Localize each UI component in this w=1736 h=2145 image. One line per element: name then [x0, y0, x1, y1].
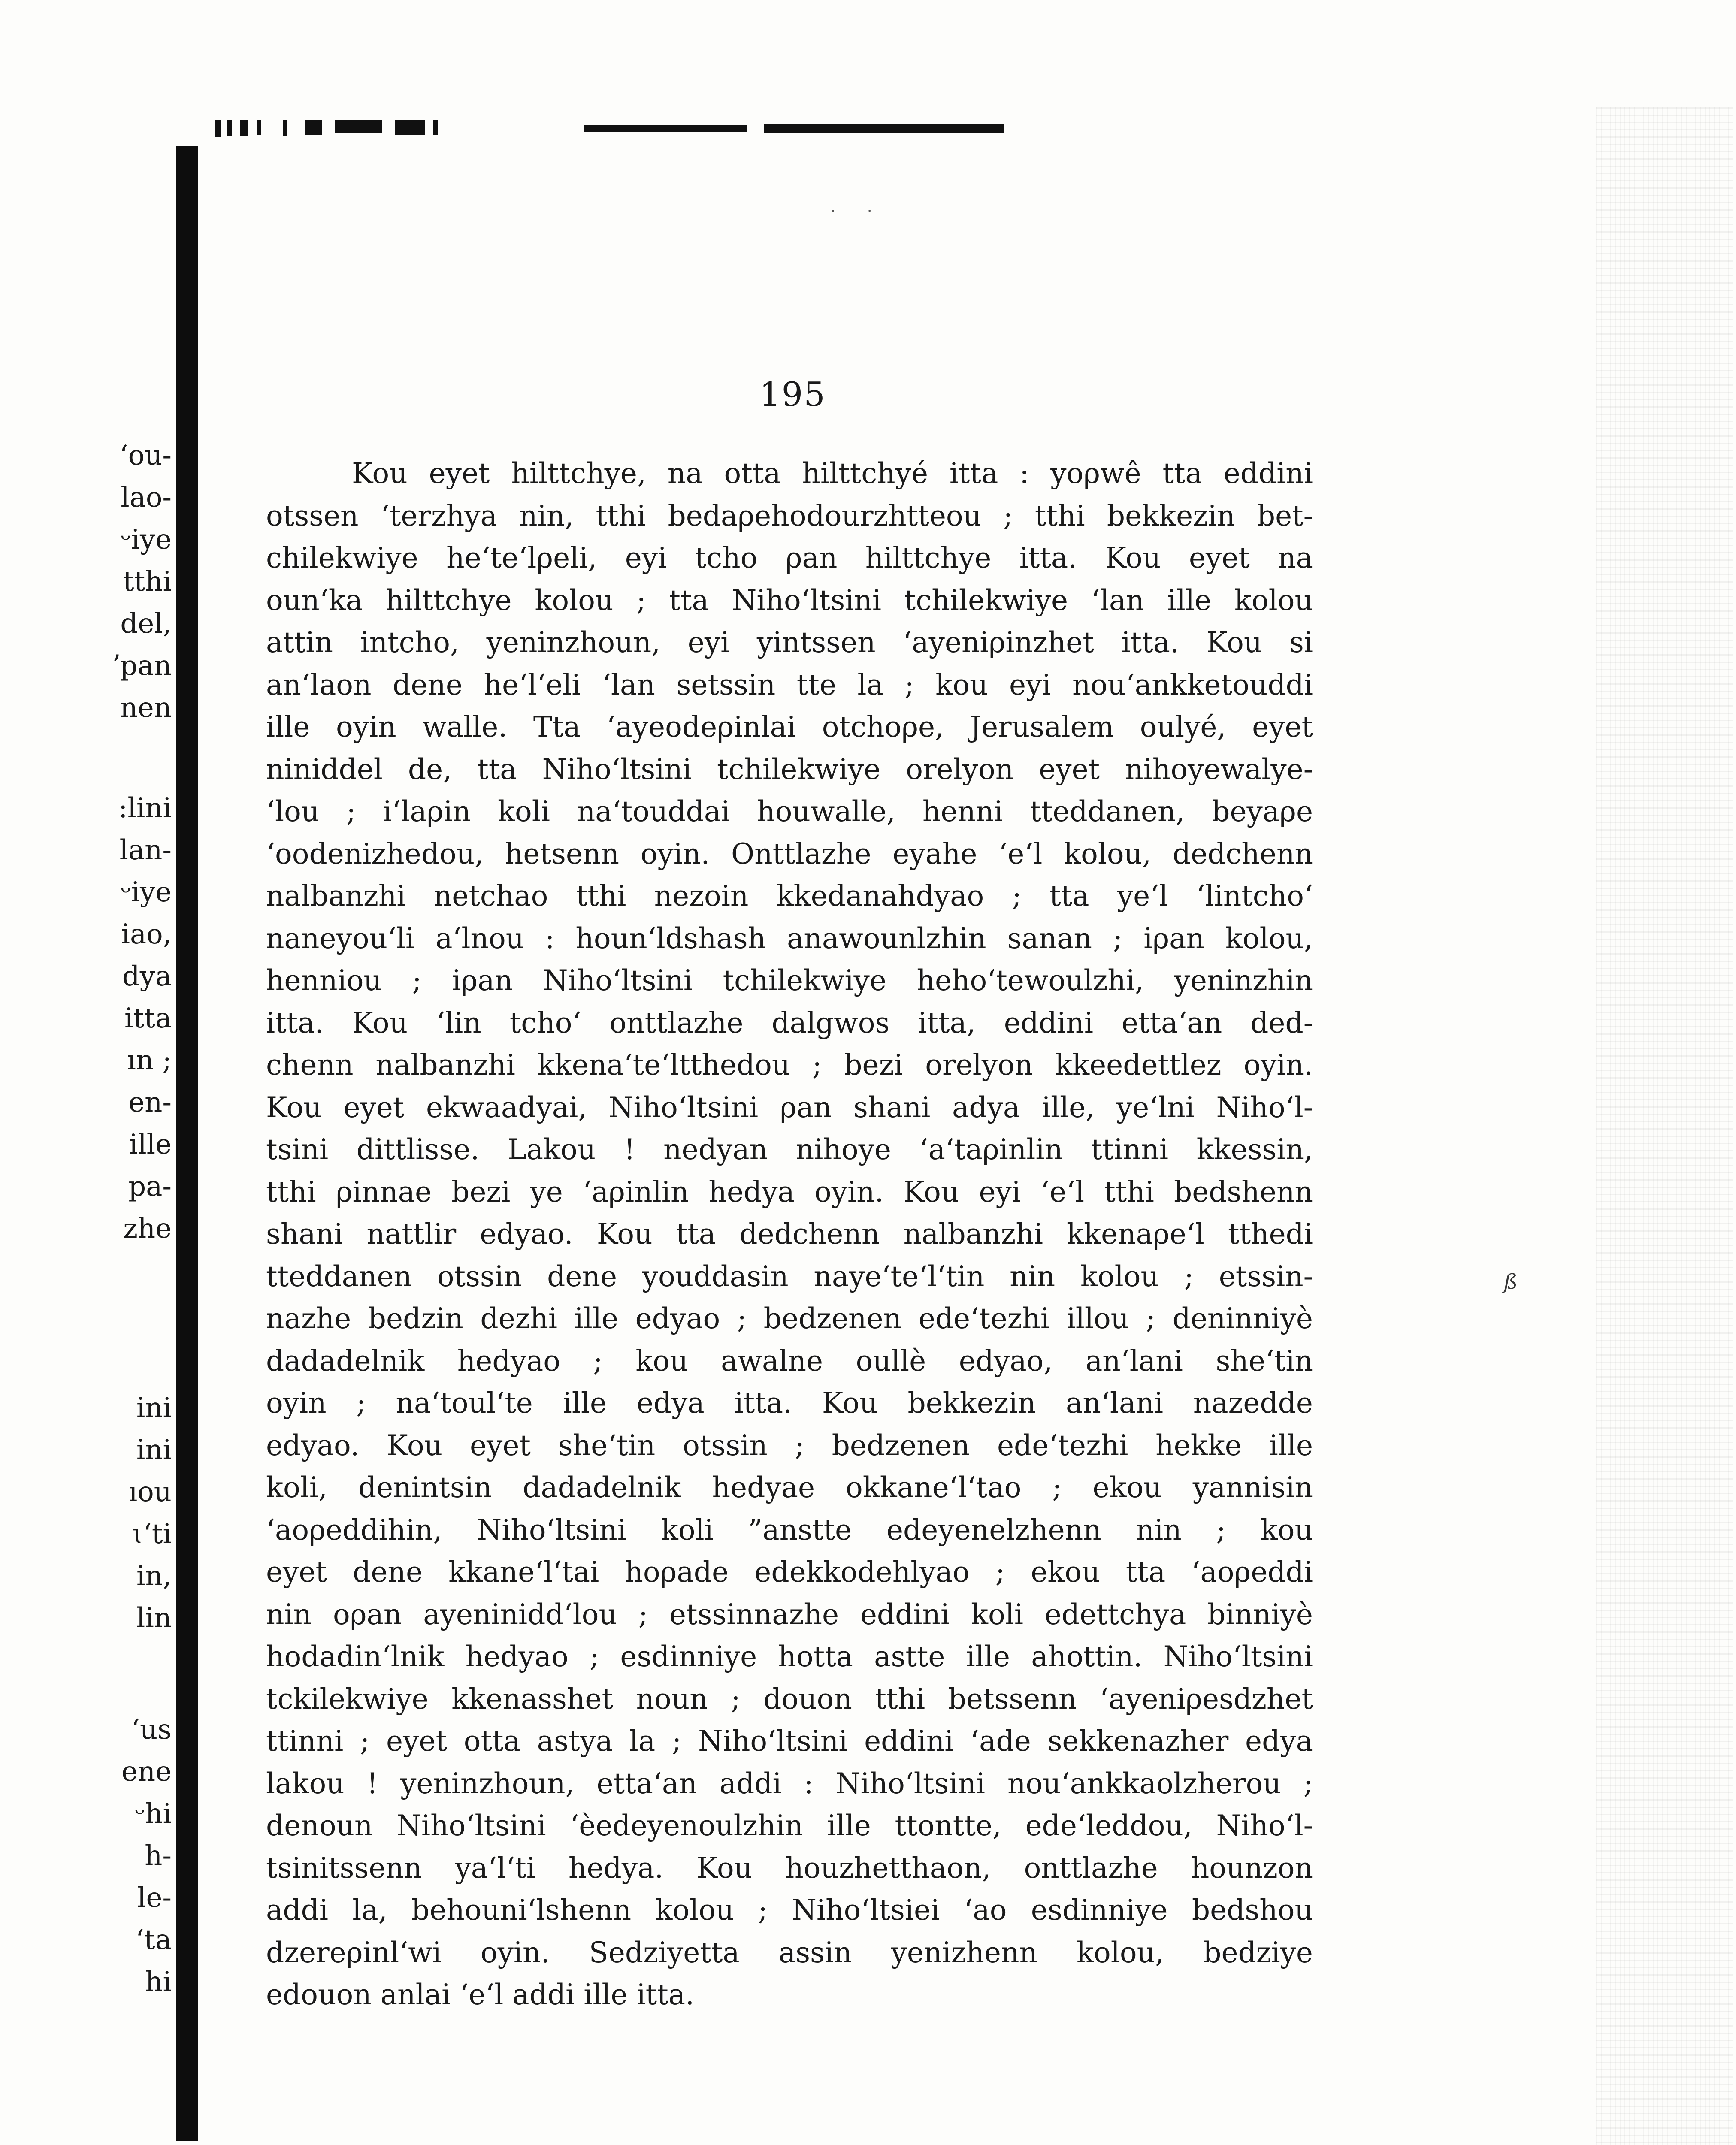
fragment: tthi — [123, 566, 172, 598]
text-line: henniou ; iρan Niho‘ltsini tchilekwiye heho‘tewoulzhi, yeninzhin — [266, 964, 1313, 997]
top-printer-marks — [215, 116, 1030, 142]
fragment: in, — [136, 1560, 172, 1592]
stray-mark: ß — [1504, 1270, 1518, 1294]
fragment: ‘ta — [135, 1924, 172, 1956]
text-line: addi la, behouni‘lshenn kolou ; Niho‘ltsiei ‘ao esdinniye bedshou — [266, 1894, 1313, 1927]
fragment: ʼpan — [111, 650, 172, 682]
fragment: hi — [145, 1966, 172, 1998]
text-line: Kou eyet ekwaadyai, Niho‘ltsini ρan shani adya ille, ye‘lni Niho‘l- — [266, 1091, 1313, 1124]
text-line: dzereρinl‘wi oyin. Sedziyetta assin yenizhenn kolou, bedziye — [266, 1936, 1313, 1969]
fragment: dya — [122, 961, 172, 992]
text-line: tteddanen otssin dene youddasin naye‘te‘l‘tin nin kolou ; etssin- — [266, 1260, 1313, 1293]
fragment: lan- — [119, 834, 172, 866]
print-mark — [395, 120, 425, 135]
print-mark — [240, 120, 248, 136]
right-edge-noise — [1596, 107, 1733, 2145]
fragment: ᵕhi — [134, 1798, 172, 1830]
text-line: denoun Niho‘ltsini ‘èedeyenoulzhin ille ttontte, ede‘leddou, Niho‘l- — [266, 1809, 1313, 1842]
text-line: ‘aoρeddihin, Niho‘ltsini koli ”anstte edeyenelzhenn nin ; kou — [266, 1513, 1313, 1547]
text-line: ttinni ; eyet otta astya la ; Niho‘ltsini eddini ‘ade sekkenazher edya — [266, 1725, 1313, 1758]
text-line: oun‘ka hilttchye kolou ; tta Niho‘ltsini tchilekwiye ‘lan ille kolou — [266, 583, 1313, 617]
text-line: chilekwiye he‘te‘lρeli, eyi tcho ρan hilttchye itta. Kou eyet na — [266, 541, 1313, 574]
text-line: oyin ; na‘toul‘te ille edya itta. Kou bekkezin an‘lani nazedde — [266, 1387, 1313, 1420]
fragment: ıou — [128, 1476, 172, 1508]
print-mark — [257, 120, 261, 135]
text-line: otssen ‘terzhya nin, tthi bedaρehodourzhtteou ; tthi bekkezin bet- — [266, 499, 1313, 532]
text-line: ‘oodenizhedou, hetsenn oyin. Onttlazhe eyahe ‘e‘l kolou, dedchenn — [266, 837, 1313, 870]
text-line: dadadelnik hedyao ; kou awalne oullè edyao, an‘lani she‘tin — [266, 1344, 1313, 1378]
text-line: hodadin‘lnik hedyao ; esdinniye hotta astte ille ahottin. Niho‘ltsini — [266, 1640, 1313, 1673]
fragment: ‘ou- — [119, 440, 172, 471]
text-line: nalbanzhi netchao tthi nezoin kkedanahdyao ; tta ye‘l ‘lintcho‘ — [266, 879, 1313, 912]
print-mark — [305, 120, 322, 135]
fragment: lin — [136, 1602, 172, 1634]
binding-rule — [176, 146, 198, 2141]
fragment: itta — [124, 1003, 172, 1034]
fragment: le- — [137, 1882, 172, 1914]
text-line: tsini dittlisse. Lakou ! nedyan nihoye ‘a‘taρinlin ttinni kkessin, — [266, 1133, 1313, 1166]
print-mark — [584, 125, 747, 132]
fragment: ᵕiye — [120, 876, 172, 908]
text-line: naneyou‘li a‘lnou : houn‘ldshash anawounlzhin sanan ; iρan kolou, — [266, 921, 1313, 955]
text-line: shani nattlir edyao. Kou tta dedchenn nalbanzhi kkenaρe‘l tthedi — [266, 1218, 1313, 1251]
print-mark — [335, 120, 382, 133]
text-line: nazhe bedzin dezhi ille edyao ; bedzenen ede‘tezhi illou ; deninniyè — [266, 1302, 1313, 1335]
text-line: ille oyin walle. Tta ‘ayeodeρinlai otchoρe, Jerusalem oulyé, eyet — [266, 710, 1313, 743]
fragment: del, — [120, 608, 172, 640]
text-line: Kou eyet hilttchye, na otta hilttchyé itta : yoρwê tta eddini — [352, 457, 1313, 490]
text-line: koli, denintsin dadadelnik hedyae okkane‘l‘tao ; ekou yannisin — [266, 1471, 1313, 1504]
fragment: ɩ‘ti — [132, 1518, 172, 1550]
print-mark — [227, 120, 232, 136]
fragment: :lini — [118, 792, 172, 824]
fragment: ᵕiye — [120, 524, 172, 556]
print-mark — [215, 120, 221, 137]
text-line: tsinitssenn ya‘l‘ti hedya. Kou houzhetthaon, onttlazhe hounzon — [266, 1851, 1313, 1885]
page-number: 195 — [759, 375, 826, 414]
text-line: tthi ρinnae bezi ye ‘aρinlin hedya oyin. Kou eyi ‘e‘l tthi bedshenn — [266, 1175, 1313, 1208]
fragment: ın ; — [127, 1045, 172, 1076]
text-line: lakou ! yeninzhoun, etta‘an addi : Niho‘ltsini nou‘ankkaolzherou ; — [266, 1767, 1313, 1800]
fragment: nen — [120, 692, 172, 724]
text-line: niniddel de, tta Niho‘ltsini tchilekwiye orelyon eyet nihoyewalye- — [266, 752, 1313, 786]
fragment: lao- — [121, 482, 172, 514]
fragment: ille — [129, 1129, 172, 1160]
text-line: eyet dene kkane‘l‘tai hoρade edekkodehlyao ; ekou tta ‘aoρeddi — [266, 1556, 1313, 1589]
fragment: ini — [136, 1392, 172, 1424]
fragment: zhe — [123, 1213, 172, 1245]
text-line-last: edouon anlai ‘e‘l addi ille itta. — [266, 1978, 695, 2011]
text-line: attin intcho, yeninzhoun, eyi yintssen ‘ayeniρinzhet itta. Kou si — [266, 626, 1313, 659]
text-line: chenn nalbanzhi kkena‘te‘ltthedou ; bezi orelyon kkeedettlez oyin. — [266, 1048, 1313, 1082]
fragment: pa- — [128, 1171, 172, 1202]
body-paragraph — [266, 453, 1313, 2016]
print-mark — [764, 124, 1004, 133]
text-line: nin oρan ayeninidd‘lou ; etssinnazhe eddini koli edettchya binniyè — [266, 1598, 1313, 1631]
fragment: ‘us — [131, 1714, 172, 1746]
text-line: ‘lou ; i‘laρin koli na‘touddai houwalle, henni tteddanen, beyaρe — [266, 795, 1313, 828]
text-line: tckilekwiye kkenasshet noun ; douon tthi betssenn ‘ayeniρesdzhet — [266, 1682, 1313, 1716]
fragment: ini — [136, 1434, 172, 1466]
print-mark — [283, 120, 287, 136]
fragment: iao, — [121, 918, 172, 950]
fragment: ene — [121, 1756, 172, 1788]
print-mark — [433, 120, 438, 135]
text-line: an‘laon dene he‘l‘eli ‘lan setssin tte la ; kou eyi nou‘ankketouddi — [266, 668, 1313, 701]
stray-dots: · · — [830, 202, 886, 221]
fragment: h- — [145, 1840, 172, 1872]
fragment: en- — [128, 1087, 172, 1118]
text-line: itta. Kou ‘lin tcho‘ onttlazhe dalgwos itta, eddini etta‘an ded- — [266, 1006, 1313, 1039]
text-line: edyao. Kou eyet she‘tin otssin ; bedzenen ede‘tezhi hekke ille — [266, 1429, 1313, 1462]
